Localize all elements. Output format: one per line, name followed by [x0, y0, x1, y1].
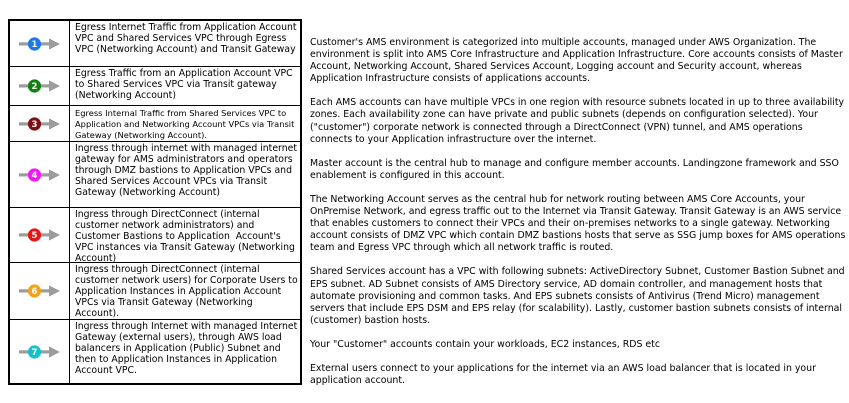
numbered-arrow-icon	[18, 166, 62, 184]
badge-number: 3	[31, 119, 37, 130]
arrow-icon-cell	[10, 208, 70, 262]
numbered-arrow-icon	[18, 35, 62, 53]
description-paragraph: Customer's AMS environment is categorized into multiple accounts, managed under AWS Organization. The environment is split into AMS Core Infrastructure and Application Infrastructure. Core accounts consists of Master Account, Networking Account, Shared Services Account, Logging account and Security account, whereas Application Infrastructure consists of applications accounts.	[310, 37, 843, 85]
arrow-head	[49, 346, 60, 357]
legend-description: Ingress through internet with managed internet gateway for AMS administrators and operators through DMZ bastions to Application VPCs and Shared Services Account VPCs via Transit Gateway (Networking Account)	[75, 143, 300, 198]
legend-row	[10, 66, 300, 105]
arrow-head	[49, 169, 60, 180]
arrow-icon-cell	[10, 21, 70, 66]
badge-number: 1	[31, 39, 37, 50]
legend-description: Egress Internal Traffic from Shared Services VPC to Application and Networking Account VPCs via Transit Gateway (Networking Account).	[75, 108, 297, 140]
legend-row	[10, 262, 300, 319]
ams-description-panel	[310, 37, 847, 399]
legend-row	[10, 207, 300, 262]
numbered-arrow-icon	[18, 77, 62, 95]
description-paragraph: Shared Services account has a VPC with following subnets: ActiveDirectory Subnet, Customer Bastion Subnet and EPS subnet. AD Subnet consists of AMS Directory service, AD domain controller, and management hosts that automate provisioning and common tasks. And EPS subnets consists of Antivirus (Trend Micro) management servers that include EPS DSM and EPS relay (for scalability). Lastly, customer bastion subnets consists of internal (customer) bastion hosts.	[310, 266, 845, 326]
badge-number: 2	[31, 82, 37, 93]
description-paragraph: Master account is the central hub to manage and configure member accounts. Landingzone framework and SSO enablement is configured in this account.	[310, 157, 839, 181]
arrow-head	[49, 229, 60, 240]
badge-number: 4	[31, 170, 37, 181]
traffic-legend-table	[8, 19, 302, 385]
numbered-arrow-icon	[18, 226, 62, 244]
legend-description: Ingress through Internet with managed Internet Gateway (external users), through AWS load balancers in Application (Public) Subnet and then to Application Instances in Application Account VPC.	[75, 321, 301, 376]
legend-row	[10, 21, 300, 66]
arrow-icon-cell	[10, 142, 70, 207]
arrow-head	[49, 80, 60, 91]
badge-number: 5	[31, 231, 37, 242]
description-paragraph: External users connect to your applications for the internet via an AWS load balancer that is located in your application account.	[310, 362, 816, 387]
arrow-icon-cell	[10, 67, 70, 105]
arrow-head	[49, 285, 60, 296]
description-paragraph: Your "Customer" accounts contain your workloads, EC2 instances, RDS etc	[310, 338, 660, 350]
arrow-head	[49, 118, 60, 129]
arrow-icon-cell	[10, 263, 70, 319]
numbered-arrow-icon	[18, 282, 62, 300]
numbered-arrow-icon	[18, 115, 62, 133]
arrow-head	[49, 38, 60, 49]
legend-description: Ingress through DirectConnect (internal customer network users) for Corporate Users to Application Instances in Application Account VPCs via Transit Gateway (Networking Account).	[75, 264, 301, 319]
legend-description: Egress Traffic from an Application Account VPC to Shared Services VPC via Transit gateway (Networking Account)	[75, 68, 296, 101]
legend-row	[10, 141, 300, 207]
description-paragraph: Each AMS accounts can have multiple VPCs in one region with resource subnets located in up to three availability zones. Each availability zone can have private and public subnets (depends on configuration selected). Your ("customer") corporate network is connected through a DirectConnect (VPN) tunnel, and AMS operations connects to your Application infrastructure over the internet.	[310, 97, 845, 145]
badge-number: 6	[31, 287, 37, 298]
legend-description: Egress Internet Traffic from Application Account VPC and Shared Services VPC through Egress VPC (Networking Account) and Transit Gateway	[75, 22, 300, 55]
arrow-icon-cell	[10, 106, 70, 141]
numbered-arrow-icon	[18, 343, 62, 361]
description-paragraph: The Networking Account serves as the central hub for network routing between AMS Core Accounts, your OnPremise Network, and egress traffic out to the Internet via Transit Gateway. Transit Gateway is an AWS service that enables customers to connect their VPCs and their on-premises networks to a single gateway. Networking account consists of DMZ VPC which contain DMZ bastions hosts that serve as SSG jump boxes for AMS operations team and Egress VPC through which all network traffic is routed.	[310, 193, 846, 254]
legend-description: Ingress through DirectConnect (internal customer network administrators) and Customer Bastions to Application Account's VPC instances via Transit Gateway (Networking Account)	[75, 209, 298, 264]
legend-row	[10, 105, 300, 141]
badge-number: 7	[31, 347, 37, 358]
legend-row	[10, 319, 300, 383]
arrow-icon-cell	[10, 320, 70, 383]
